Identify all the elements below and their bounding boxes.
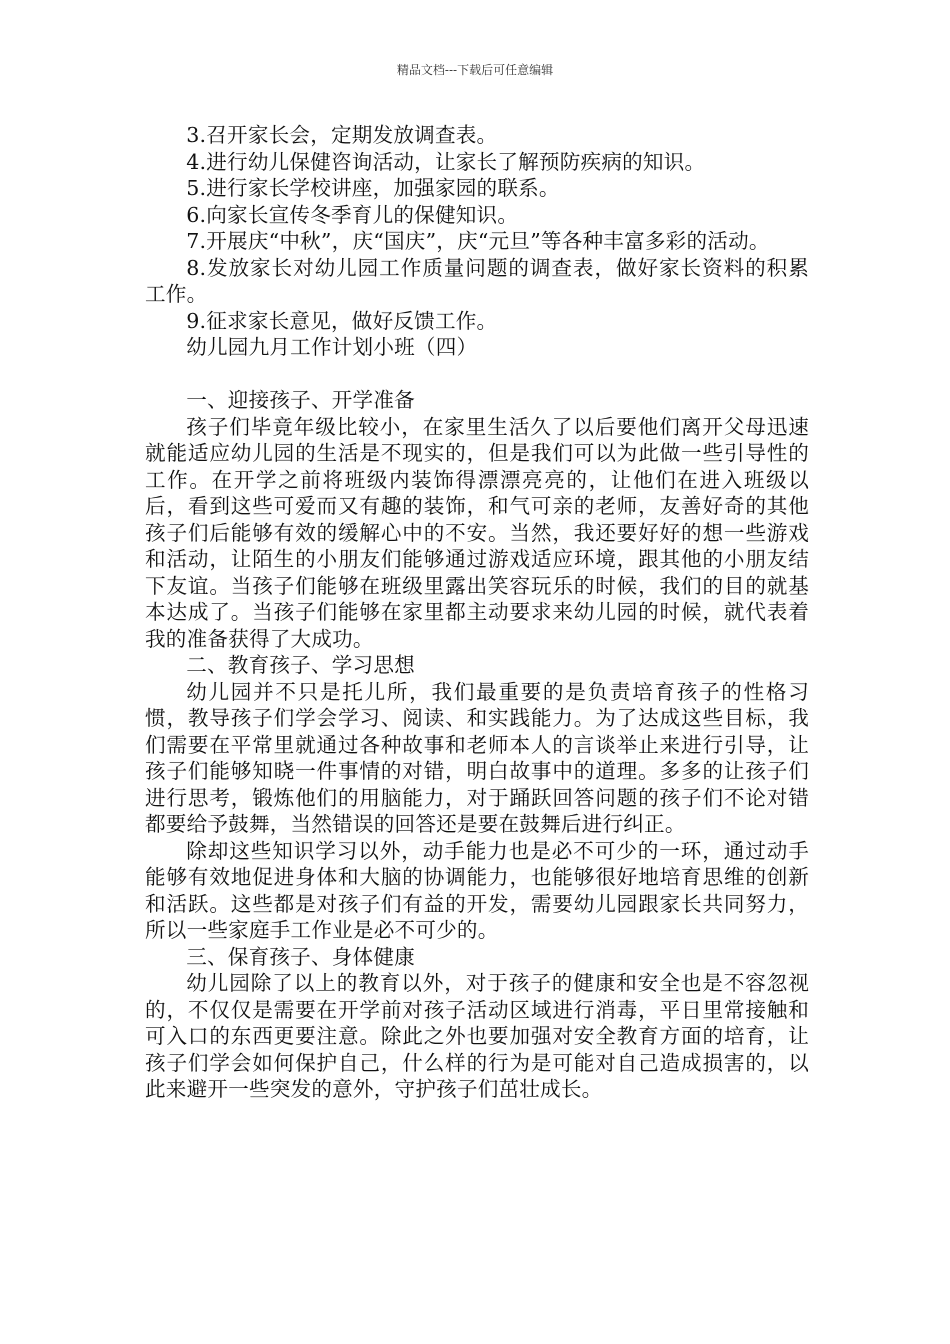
list-item: 6.向家长宣传冬季育儿的保健知识。 <box>186 202 519 227</box>
list-item: 3.召开家长会，定期发放调查表。 <box>186 123 498 147</box>
document-body <box>145 122 809 1103</box>
list-item: 4.进行幼儿保健咨询活动，让家长了解预防疾病的知识。 <box>186 149 706 174</box>
list-item: 8.发放家长对幼儿园工作质量问题的调查表，做好家长资料的积累工作。 <box>145 255 809 306</box>
section-heading: 一、迎接孩子、开学准备 <box>186 388 415 412</box>
list-item: 9.征求家长意见，做好反馈工作。 <box>186 308 498 333</box>
section-heading: 二、教育孩子、学习思想 <box>186 653 415 677</box>
body-paragraph: 除却这些知识学习以外，动手能力也是必不可少的一环，通过动手能够有效地促进身体和大脑的协调能力，也能够很好地培育思维的创新和活跃。这些都是对孩子们有益的开发，需要幼儿园跟家长共同努力，所以一些家庭手工作业是必不可少的。 <box>145 838 809 942</box>
list-item: 7.开展庆“中秋”，庆“国庆”，庆“元旦”等各种丰富多彩的活动。 <box>186 229 770 253</box>
blank-line <box>145 361 809 388</box>
section-heading: 三、保育孩子、身体健康 <box>186 944 415 969</box>
page-header: 精品文档---下载后可任意编辑 <box>396 63 554 77</box>
body-paragraph: 幼儿园除了以上的教育以外，对于孩子的健康和安全也是不容忽视的，不仅仅是需要在开学前对孩子活动区域进行消毒，平日里常接触和可入口的东西更要注意。除此之外也要加强对安全教育方面的培育，让孩子们学会如何保护自己，什么样的行为是可能对自己造成损害的，以此来避开一些突发的意外，守护孩子们茁壮成长。 <box>145 971 809 1101</box>
body-paragraph: 幼儿园并不只是托儿所，我们最重要的是负责培育孩子的性格习惯，教导孩子们学会学习、阅读、和实践能力。为了达成这些目标，我们需要在平常里就通过各种故事和老师本人的言谈举止来进行引导，让孩子们能够知晓一件事情的对错，明白故事中的道理。多多的让孩子们进行思考，锻炼他们的用脑能力，对于踊跃回答问题的孩子们不论对错都要给予鼓舞，当然错误的回答还是要在鼓舞后进行纠正。 <box>145 679 809 836</box>
document-title: 幼儿园九月工作计划小班（四） <box>186 335 478 359</box>
body-paragraph: 孩子们毕竟年级比较小，在家里生活久了以后要他们离开父母迅速就能适应幼儿园的生活是不现实的，但是我们可以为此做一些引导性的工作。在开学之前将班级内装饰得漂漂亮亮的，让他们在进入班级以后，看到这些可爱而又有趣的装饰，和气可亲的老师，友善好奇的其他孩子们后能够有效的缓解心中的不安。当然，我还要好好的想一些游戏和活动，让陌生的小朋友们能够通过游戏适应环境，跟其他的小朋友结下友谊。当孩子们能够在班级里露出笑容玩乐的时候，我们的目的就基本达成了。当孩子们能够在家里都主动要求来幼儿园的时候，就代表着我的准备获得了大成功。 <box>145 414 809 651</box>
list-item: 5.进行家长学校讲座，加强家园的联系。 <box>186 176 560 200</box>
